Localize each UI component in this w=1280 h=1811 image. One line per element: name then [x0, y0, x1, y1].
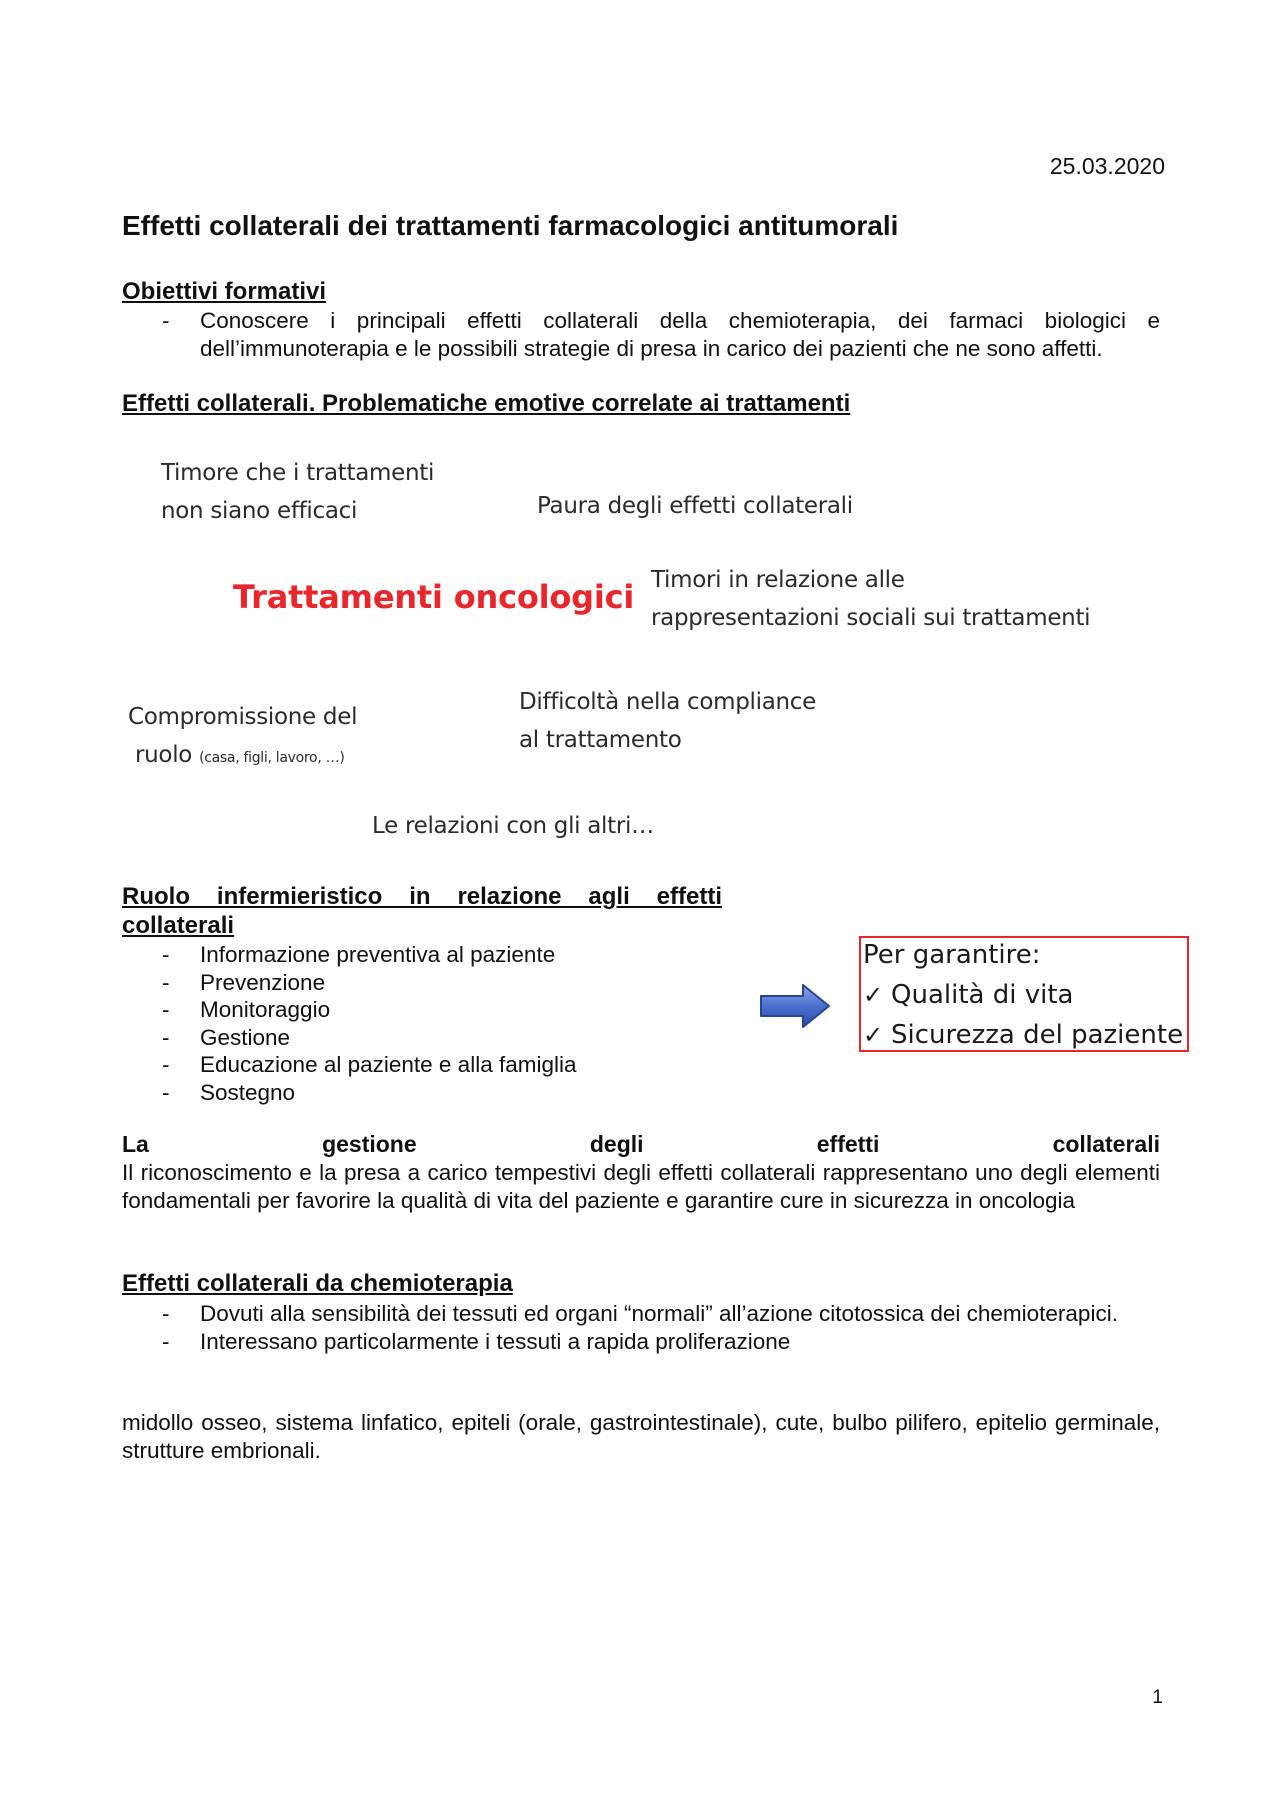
- document-title: Effetti collaterali dei trattamenti farmacologici antitumorali: [122, 210, 899, 241]
- guarantee-item-text: Qualità di vita: [891, 980, 1074, 1010]
- ruolo-heading: [122, 882, 722, 940]
- document-date: 25.03.2020: [1049, 153, 1165, 179]
- list-item: [122, 1024, 722, 1052]
- diagram-timore-line1: Timore che i trattamenti: [161, 460, 435, 486]
- diagram-ruolo: ruolo: [135, 742, 193, 768]
- list-item: [122, 1328, 1160, 1356]
- list-dash: -: [162, 1328, 170, 1354]
- gestione-heading-word: La: [122, 1131, 149, 1157]
- diagram-timori-line2: rappresentazioni sociali sui trattamenti: [651, 605, 1091, 631]
- gestione-paragraph: Il riconoscimento e la presa a carico tempestivi degli effetti collaterali rappresentano uno degli elementi fondamentali per favorire la qualità di vita del paziente e garantire cure in sicurezza in oncologia: [122, 1160, 1160, 1213]
- diagram-timore-line2: non siano efficaci: [161, 498, 358, 524]
- guarantee-title: Per garantire:: [863, 940, 1041, 970]
- gestione-heading-word: degli: [589, 1131, 644, 1157]
- problematiche-heading: Effetti collaterali. Problematiche emotive correlate ai trattamenti: [122, 390, 851, 417]
- list-dash: -: [162, 1024, 170, 1050]
- list-item-text: Educazione al paziente e alla famiglia: [200, 1052, 577, 1077]
- guarantee-item-safety: [863, 1020, 1183, 1050]
- obiettivi-list: [122, 307, 1160, 362]
- list-item: [122, 1051, 722, 1079]
- list-dash: -: [162, 942, 170, 967]
- list-item: [122, 996, 722, 1024]
- list-item: [122, 307, 1160, 362]
- gestione-heading-word: collaterali: [1052, 1131, 1160, 1157]
- ruolo-heading-line1: Ruolo infermieristico in relazione agli effetti: [122, 883, 722, 910]
- list-item: [122, 1300, 1160, 1328]
- list-dash: -: [162, 308, 170, 333]
- list-item-text: Sostegno: [200, 1079, 296, 1105]
- diagram-paura: Paura degli effetti collaterali: [537, 493, 853, 519]
- list-item: [122, 941, 722, 969]
- diagram-difficolta: [519, 683, 816, 759]
- guarantee-item-text: Sicurezza del paziente: [891, 1020, 1184, 1050]
- list-item-text: Prevenzione: [200, 969, 326, 995]
- gestione-heading-word: effetti: [816, 1131, 880, 1157]
- diagram-relazioni: Le relazioni con gli altri…: [372, 813, 654, 839]
- diagram-compromissione-line2: [128, 736, 357, 777]
- guarantee-box: [859, 936, 1189, 1052]
- list-dash: -: [162, 1301, 170, 1326]
- list-item: [122, 969, 722, 997]
- diagram-compromissione-line1: Compromissione del: [128, 704, 358, 730]
- chemioterapia-paragraph: midollo osseo, sistema linfatico, epiteli (orale, gastrointestinale), cute, bulbo pilifero, epitelio germinale, strutture embrionali.: [122, 1410, 1160, 1463]
- list-item-text: Monitoraggio: [200, 997, 331, 1022]
- diagram-timori-line1: Timori in relazione alle: [651, 567, 905, 593]
- list-dash: -: [162, 1052, 170, 1077]
- checkmark-icon: ✓: [863, 1021, 884, 1049]
- ruolo-heading-line2: collaterali: [122, 912, 235, 939]
- ruolo-list: [122, 941, 722, 1106]
- chemioterapia-list: [122, 1300, 1160, 1355]
- diagram-timori: [651, 561, 1090, 637]
- chemioterapia-heading: Effetti collaterali da chemioterapia: [122, 1270, 513, 1297]
- diagram-timore: [161, 454, 434, 530]
- gestione-heading-word: gestione: [322, 1131, 417, 1157]
- list-dash: -: [162, 997, 170, 1022]
- list-item-text: Conoscere i principali effetti collaterali della chemioterapia, dei farmaci biologici e dell’immunoterapia e le possibili strategie di presa in carico dei pazienti che ne sono affetti.: [200, 308, 1160, 361]
- diagram-center-title: Trattamenti oncologici: [233, 578, 635, 616]
- list-item: [122, 1079, 722, 1107]
- list-item-text: Informazione preventiva al paziente: [200, 942, 556, 967]
- page-number: 1: [1152, 1687, 1163, 1708]
- list-item-text: Dovuti alla sensibilità dei tessuti ed organi “normali” all’azione citotossica dei chemioterapici.: [200, 1301, 1118, 1326]
- list-item-text: Gestione: [200, 1024, 291, 1050]
- guarantee-item-quality: [863, 980, 1073, 1010]
- gestione-heading: [122, 1131, 1160, 1158]
- diagram-compromissione: [128, 698, 357, 777]
- diagram-difficolta-line1: Difficoltà nella compliance: [519, 689, 816, 715]
- list-dash: -: [162, 969, 170, 995]
- list-item-text: Interessano particolarmente i tessuti a rapida proliferazione: [200, 1328, 791, 1354]
- checkmark-icon: ✓: [863, 981, 884, 1009]
- right-arrow-icon: [759, 982, 831, 1030]
- diagram-difficolta-line2: al trattamento: [519, 727, 682, 753]
- obiettivi-heading: Obiettivi formativi: [122, 278, 327, 305]
- list-dash: -: [162, 1079, 170, 1105]
- diagram-ruolo-detail: (casa, figli, lavoro, …): [199, 750, 345, 766]
